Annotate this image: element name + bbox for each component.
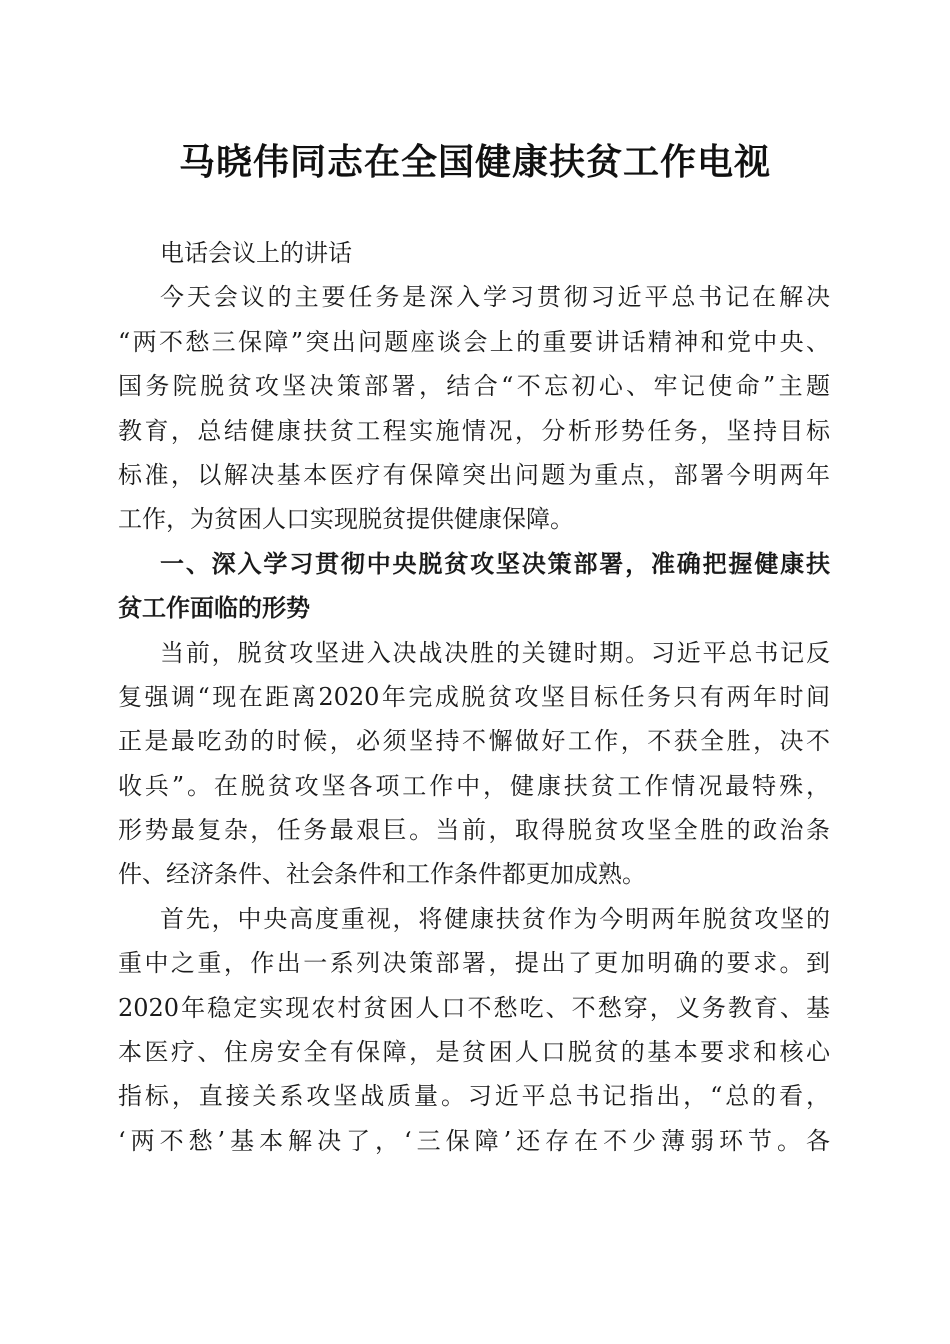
text-line: 教育，总结健康扶贫工程实施情况，分析形势任务，坚持目标 [118, 416, 830, 445]
text-line: 重中之重，作出一系列决策部署，提出了更加明确的要求。到 [118, 949, 830, 978]
text-line: 2020年稳定实现农村贫困人口不愁吃、不愁穿，义务教育、基 [118, 993, 830, 1022]
heading-line: 一、深入学习贯彻中央脱贫攻坚决策部署，准确把握健康扶 [160, 549, 830, 578]
text-line: 复强调“现在距离2020年完成脱贫攻坚目标任务只有两年时间 [118, 682, 830, 711]
paragraph [118, 631, 830, 897]
document-title: 马晓伟同志在全国健康扶贫工作电视 [178, 141, 771, 183]
paragraph [118, 897, 830, 1163]
text-line: 首先，中央高度重视，将健康扶贫作为今明两年脱贫攻坚的 [160, 904, 830, 933]
text-line: 标准，以解决基本医疗有保障突出问题为重点，部署今明两年 [118, 460, 830, 489]
document-body [118, 231, 830, 1163]
text-line: 当前，脱贫攻坚进入决战决胜的关键时期。习近平总书记反 [160, 638, 830, 667]
text-line: 国务院脱贫攻坚决策部署，结合“不忘初心、牢记使命”主题 [118, 372, 830, 401]
text-line: 本医疗、住房安全有保障，是贫困人口脱贫的基本要求和核心 [118, 1038, 830, 1067]
paragraph [118, 231, 830, 275]
text-line: 今天会议的主要任务是深入学习贯彻习近平总书记在解决 [160, 283, 830, 312]
paragraph [118, 275, 830, 541]
text-line: ‘两不愁’基本解决了，‘三保障’还存在不少薄弱环节。各 [118, 1126, 830, 1155]
text-line: 正是最吃劲的时候，必须坚持不懈做好工作，不获全胜，决不 [118, 727, 830, 756]
text-line: “两不愁三保障”突出问题座谈会上的重要讲话精神和党中央、 [118, 327, 830, 356]
text-line: 形势最复杂，任务最艰巨。当前，取得脱贫攻坚全胜的政治条 [118, 816, 830, 845]
text-line: 工作，为贫困人口实现脱贫提供健康保障。 [118, 505, 574, 534]
section-heading [118, 542, 830, 631]
text-line: 件、经济条件、社会条件和工作条件都更加成熟。 [118, 860, 646, 889]
text-line: 电话会议上的讲话 [160, 239, 352, 267]
heading-line: 贫工作面临的形势 [118, 594, 310, 623]
text-line: 收兵”。在脱贫攻坚各项工作中，健康扶贫工作情况最特殊， [118, 771, 830, 800]
text-line: 指标，直接关系攻坚战质量。习近平总书记指出，“总的看， [118, 1082, 830, 1111]
